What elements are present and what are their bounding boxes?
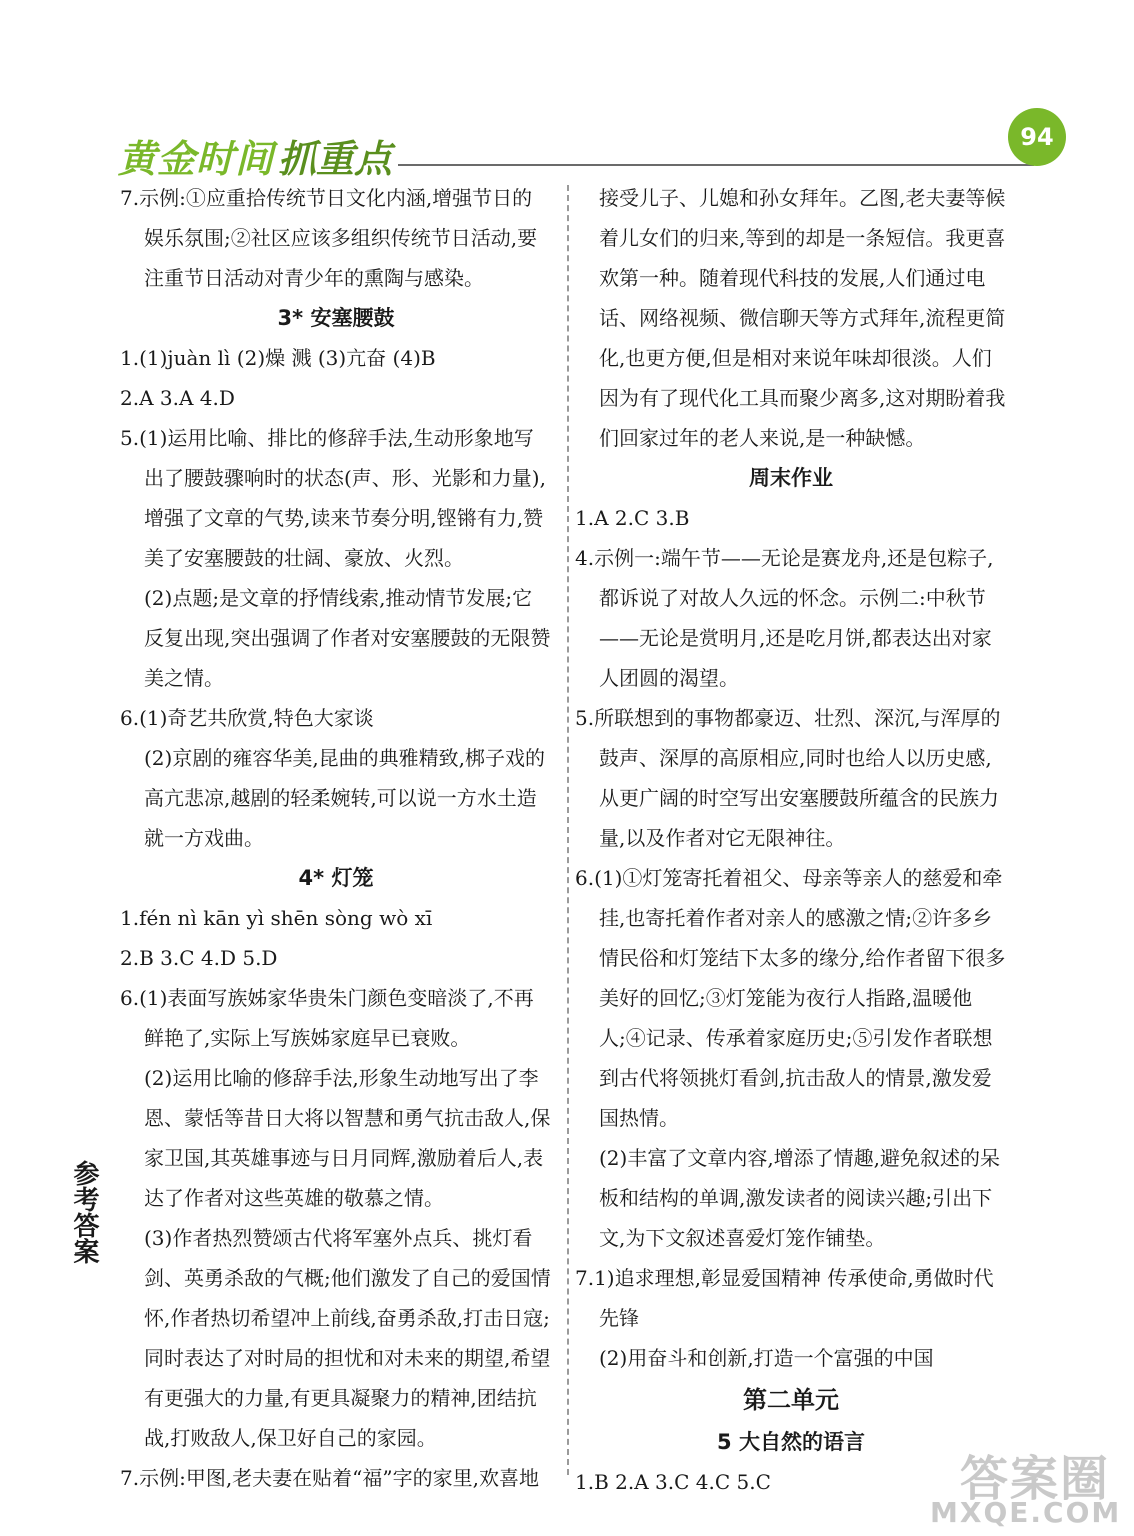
answer-s3-5-2: (2)点题;是文章的抒情线索,推动情节发展;它反复出现,突出强调了作者对安塞腰鼓的无限赞美之情。 <box>144 586 551 690</box>
answer-weekend-6-2: (2)丰富了文章内容,增添了情趣,避免叙述的呆板和结构的单调,激发读者的阅读兴趣;引出下文,为下文叙述喜爱灯笼作铺垫。 <box>599 1146 1001 1250</box>
answer-s5-1: 1.B 2.A 3.C 4.C 5.C <box>575 1470 771 1494</box>
answer-s3-6-1: 6.(1)奇艺共欣赏,特色大家谈 <box>120 706 374 730</box>
answer-s3-2: 2.A 3.A 4.D <box>120 386 235 410</box>
answer-weekend-1: 1.A 2.C 3.B <box>575 506 690 530</box>
answer-s3-5-1: 5.(1)运用比喻、排比的修辞手法,生动形象地写出了腰鼓骤响时的状态(声、形、光影和力量),增强了文章的气势,读来节奏分明,铿锵有力,赞美了安塞腰鼓的壮阔、豪放、火烈。 <box>120 426 546 570</box>
answer-weekend-7-2: (2)用奋斗和创新,打造一个富强的中国 <box>599 1346 934 1370</box>
section-title-3: 3* 安塞腰鼓 <box>277 306 395 330</box>
answer-weekend-6-1: 6.(1)①灯笼寄托着祖父、母亲等亲人的慈爱和牵挂,也寄托着作者对亲人的感激之情;②许多乡情民俗和灯笼结下太多的缘分,给作者留下很多美好的回忆;③灯笼能为夜行人指路,温暖他人;④记录、传承着家庭历史;⑤引发作者联想到古代将领挑灯看剑,抗击敌人的情景,激发爱国热情。 <box>575 866 1006 1130</box>
answer-s4-6-1: 6.(1)表面写族姊家华贵朱门颜色变暗淡了,不再鲜艳了,实际上写族姊家庭早已衰败。 <box>120 986 534 1050</box>
answer-s4-2: 2.B 3.C 4.D 5.D <box>120 946 278 970</box>
header-rule <box>398 164 1034 166</box>
unit-title: 第二单元 <box>743 1386 839 1414</box>
section-title-weekend: 周末作业 <box>749 466 833 490</box>
page-number-badge: 94 <box>1008 108 1066 166</box>
section-title-4: 4* 灯笼 <box>298 866 374 890</box>
brand-subtitle: 抓重点 <box>278 137 393 181</box>
answer-s3-1: 1.(1)juàn lì (2)燥 溅 (3)亢奋 (4)B <box>120 346 436 370</box>
answer-s4-6-3: (3)作者热烈赞颂古代将军塞外点兵、挑灯看剑、英勇杀敌的气概;他们激发了自己的爱国情怀,作者热切希望冲上前线,奋勇杀敌,打击日寇;同时表达了对时局的担忧和对未来的期望,希望有更强大的力量,有更具凝聚力的精神,团结抗战,打败敌人,保卫好自己的家园。 <box>144 1226 551 1450</box>
watermark-logo: 答案圈 <box>960 1451 1111 1507</box>
answer-s4-6-2: (2)运用比喻的修辞手法,形象生动地写出了李恩、蒙恬等昔日大将以智慧和勇气抗击敌人,保家卫国,其英雄事迹与日月同辉,激励着后人,表达了作者对这些英雄的敬慕之情。 <box>144 1066 551 1210</box>
right-column <box>575 178 1007 1502</box>
page-header <box>118 128 1038 181</box>
answer-weekend-7-1: 7.1)追求理想,彰显爱国精神 传承使命,勇做时代先锋 <box>575 1266 994 1330</box>
brand-title: 黄金时间 <box>118 137 275 181</box>
answer-7-intro: 7.示例:①应重拾传统节日文化内涵,增强节日的娱乐氛围;②社区应该多组织传统节日活动,要注重节日活动对青少年的熏陶与感染。 <box>120 186 538 290</box>
left-column <box>120 178 552 1498</box>
column-divider <box>567 185 569 1475</box>
side-label-answers: 参考答案 <box>69 1160 99 1264</box>
answer-weekend-5: 5.所联想到的事物都豪迈、壮烈、深沉,与浑厚的鼓声、深厚的高原相应,同时也给人以历史感,从更广阔的时空写出安塞腰鼓所蕴含的民族力量,以及作者对它无限神往。 <box>575 706 1001 850</box>
answer-s4-7-start: 7.示例:甲图,老夫妻在贴着“福”字的家里,欢喜地 <box>120 1466 539 1490</box>
answer-weekend-4: 4.示例一:端午节——无论是赛龙舟,还是包粽子,都诉说了对故人久远的怀念。示例二:中秋节——无论是赏明月,还是吃月饼,都表达出对家人团圆的渴望。 <box>575 546 994 690</box>
answer-s4-1: 1.fén nì kān yì shēn sòng wò xī <box>120 906 433 930</box>
answer-s4-7-cont: 接受儿子、儿媳和孙女拜年。乙图,老夫妻等候着儿女们的归来,等到的却是一条短信。我更喜欢第一种。随着现代科技的发展,人们通过电话、网络视频、微信聊天等方式拜年,流程更简化,也更方便,但是相对来说年味却很淡。人们因为有了现代化工具而聚少离多,这对期盼着我们回家过年的老人来说,是一种缺憾。 <box>599 186 1006 450</box>
section-title-5: 5 大自然的语言 <box>717 1430 865 1454</box>
watermark-url: MXQE.COM <box>930 1496 1122 1529</box>
answer-s3-6-2: (2)京剧的雍容华美,昆曲的典雅精致,梆子戏的高亢悲凉,越剧的轻柔婉转,可以说一方水土造就一方戏曲。 <box>144 746 546 850</box>
